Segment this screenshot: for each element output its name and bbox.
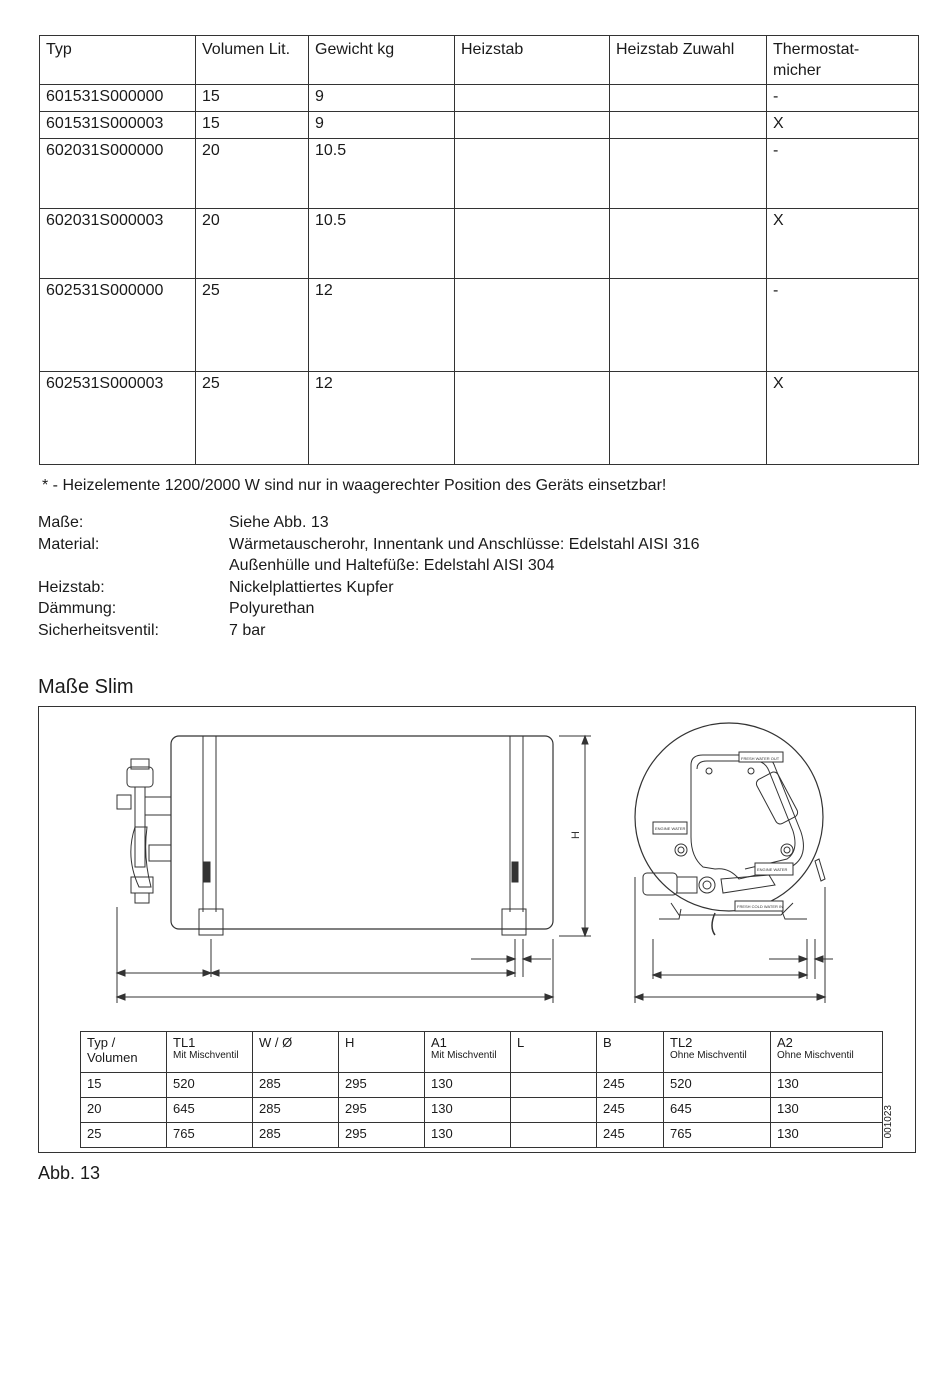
table-cell [455, 279, 610, 372]
dimension-lines-side [117, 907, 553, 1003]
spec-header-thermostat: Thermostat- micher [767, 36, 919, 85]
table-cell: 285 [253, 1098, 339, 1123]
table-cell [610, 209, 767, 279]
property-value: Nickelplattiertes Kupfer [229, 578, 394, 596]
dims-header-label: TL1 [173, 1035, 196, 1050]
dims-header-label: L [517, 1035, 525, 1050]
mixing-valve-icon [117, 759, 171, 903]
table-cell: 130 [771, 1123, 883, 1148]
property-key: Sicherheitsventil: [38, 621, 159, 639]
section-heading: Maße Slim [38, 676, 134, 698]
table-cell [610, 372, 767, 465]
table-row [40, 112, 919, 139]
table-row [40, 279, 919, 372]
table-cell: 130 [771, 1073, 883, 1098]
table-cell: 601531S000003 [40, 112, 196, 139]
table-cell: 25 [196, 279, 309, 372]
figure-code: 001023 [883, 1105, 894, 1139]
table-cell: 601531S000000 [40, 85, 196, 112]
spec-header-heizstab-zuwahl: Heizstab Zuwahl [610, 36, 767, 85]
property-value: Polyurethan [229, 600, 315, 617]
table-cell: X [767, 112, 919, 139]
dims-header-label: H [345, 1035, 355, 1050]
property-row [38, 512, 829, 534]
table-cell: 15 [196, 85, 309, 112]
dimensions-table [80, 1031, 883, 1148]
spec-header-gewicht: Gewicht kg [309, 36, 455, 85]
table-cell: 645 [664, 1098, 771, 1123]
pipe-left [199, 736, 223, 935]
tag-fresh-water-out: FRESH WATER OUT [741, 756, 780, 761]
table-row [40, 85, 919, 112]
dims-header-cell [81, 1032, 167, 1073]
table-cell: 12 [309, 372, 455, 465]
table-cell: 25 [196, 372, 309, 465]
table-cell [610, 112, 767, 139]
table-cell: 285 [253, 1073, 339, 1098]
table-cell: 602031S000003 [40, 209, 196, 279]
table-cell: - [767, 139, 919, 209]
property-value: Außenhülle und Haltefüße: Edelstahl AISI 304 [229, 557, 555, 574]
spec-table [39, 35, 919, 465]
table-cell: 130 [425, 1123, 511, 1148]
property-key: Material: [38, 535, 100, 553]
table-cell: 602531S000000 [40, 279, 196, 372]
spec-header-heizstab: Heizstab [455, 36, 610, 85]
table-cell: 20 [196, 209, 309, 279]
dims-header-label: TL2 [670, 1035, 693, 1050]
table-cell: 602031S000000 [40, 139, 196, 209]
property-row [38, 620, 829, 642]
dims-header-cell [664, 1032, 771, 1073]
table-cell: 520 [664, 1073, 771, 1098]
table-row [40, 209, 919, 279]
table-cell [455, 139, 610, 209]
table-cell: 130 [425, 1098, 511, 1123]
table-cell: 602531S000003 [40, 372, 196, 465]
spec-header-volumen: Volumen Lit. [196, 36, 309, 85]
dims-header-label: B [603, 1035, 612, 1050]
footnote: * - Heizelemente 1200/2000 W sind nur in waagerechter Position des Geräts einsetzbar! [42, 477, 667, 494]
table-row [40, 372, 919, 465]
property-value: Siehe Abb. 13 [229, 514, 329, 531]
table-cell: 9 [309, 112, 455, 139]
technical-drawing [39, 707, 915, 1027]
table-cell: 20 [81, 1098, 167, 1123]
table-cell: 245 [597, 1098, 664, 1123]
property-row [38, 534, 829, 556]
spec-header-row [40, 36, 919, 85]
table-cell: X [767, 372, 919, 465]
table-cell [511, 1073, 597, 1098]
pipe-right [502, 736, 526, 935]
table-cell: 295 [339, 1073, 425, 1098]
dimension-h-label: H [570, 831, 582, 839]
dims-header-cell [511, 1032, 597, 1073]
table-cell [610, 139, 767, 209]
table-cell: 10.5 [309, 209, 455, 279]
table-cell: 520 [167, 1073, 253, 1098]
table-row [81, 1123, 883, 1148]
property-row [38, 577, 829, 599]
table-cell: 15 [81, 1073, 167, 1098]
dims-header-sub: Mit Mischventil [431, 1050, 497, 1061]
dimension-lines-front [635, 877, 833, 1003]
table-row [81, 1098, 883, 1123]
table-cell: X [767, 209, 919, 279]
table-cell [455, 372, 610, 465]
dims-header-cell [597, 1032, 664, 1073]
dims-header-cell [167, 1032, 253, 1073]
property-row [38, 555, 829, 577]
dims-header-cell [771, 1032, 883, 1073]
dims-header-label: A1 [431, 1035, 447, 1050]
dims-header-label: W / Ø [259, 1035, 293, 1050]
table-cell: 295 [339, 1098, 425, 1123]
dims-header-sub: Ohne Mischventil [670, 1050, 747, 1061]
tag-engine-water-out: ENGINE WATER [757, 867, 788, 872]
table-cell: 295 [339, 1123, 425, 1148]
dims-header-sub: Ohne Mischventil [777, 1050, 854, 1061]
table-cell: 245 [597, 1073, 664, 1098]
tag-fresh-cold-water-in: FRESH COLD WATER IN [737, 904, 784, 909]
tag-engine-water-in: ENGINE WATER [655, 826, 686, 831]
table-cell [511, 1098, 597, 1123]
table-cell: 645 [167, 1098, 253, 1123]
table-cell: 130 [771, 1098, 883, 1123]
table-cell: 12 [309, 279, 455, 372]
front-view-tags [653, 752, 793, 911]
dims-header-cell [339, 1032, 425, 1073]
dims-header-cell [425, 1032, 511, 1073]
spec-header-typ: Typ [40, 36, 196, 85]
table-cell: - [767, 279, 919, 372]
table-cell: 765 [167, 1123, 253, 1148]
table-cell [455, 209, 610, 279]
property-value: Wärmetauscherohr, Innentank und Anschlüsse: Edelstahl AISI 316 [229, 535, 700, 553]
table-cell: - [767, 85, 919, 112]
table-cell: 9 [309, 85, 455, 112]
table-cell: 10.5 [309, 139, 455, 209]
table-row [40, 139, 919, 209]
table-cell: 245 [597, 1123, 664, 1148]
table-cell: 15 [196, 112, 309, 139]
table-cell: 25 [81, 1123, 167, 1148]
table-cell [610, 279, 767, 372]
property-key: Maße: [38, 514, 84, 531]
table-cell: 285 [253, 1123, 339, 1148]
dims-header-cell [253, 1032, 339, 1073]
properties-list [38, 512, 829, 641]
figure-caption: Abb. 13 [38, 1163, 101, 1183]
property-row [38, 598, 829, 620]
tank-side-body [171, 736, 553, 929]
property-key: Heizstab: [38, 578, 105, 596]
dims-header-label: Typ / Volumen [87, 1035, 138, 1065]
table-cell [511, 1123, 597, 1148]
table-cell: 130 [425, 1073, 511, 1098]
dims-header-sub: Mit Mischventil [173, 1050, 239, 1061]
dims-header-label: A2 [777, 1035, 793, 1050]
property-key: Dämmung: [38, 600, 117, 617]
dims-header-row [81, 1032, 883, 1073]
property-key [38, 555, 229, 577]
table-row [81, 1073, 883, 1098]
property-value: 7 bar [229, 621, 266, 639]
table-cell: 765 [664, 1123, 771, 1148]
table-cell [455, 112, 610, 139]
table-cell: 20 [196, 139, 309, 209]
table-cell [610, 85, 767, 112]
table-cell [455, 85, 610, 112]
